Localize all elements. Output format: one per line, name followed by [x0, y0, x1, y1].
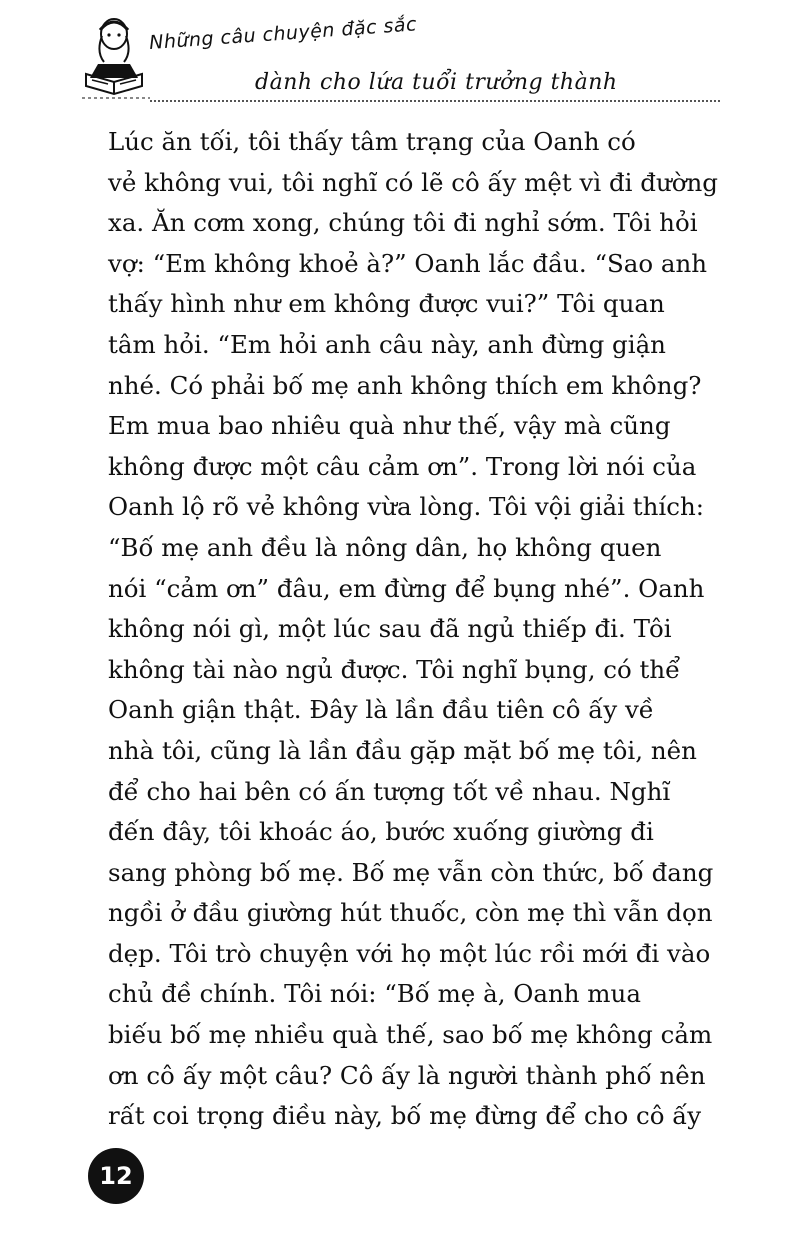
text-line: nhé. Có phải bố mẹ anh không thích em không?: [108, 370, 702, 400]
text-line: Em mua bao nhiêu quà như thế, vậy mà cũng: [108, 411, 671, 441]
text-line: thấy hình như em không được vui?” Tôi quan: [108, 289, 665, 319]
text-line: “Bố mẹ anh đều là nông dân, họ không quen: [108, 532, 662, 562]
text-line: ơn cô ấy một câu? Cô ấy là người thành phố nên: [108, 1060, 706, 1090]
text-line: nói “cảm ơn” đâu, em đừng để bụng nhé”. Oanh: [108, 573, 705, 603]
text-line: biếu bố mẹ nhiều quà thế, sao bố mẹ không cảm: [108, 1020, 713, 1050]
page-header: [0, 0, 800, 110]
text-line: Oanh lộ rõ vẻ không vừa lòng. Tôi vội giải thích:: [108, 492, 705, 522]
reading-girl-icon: [80, 12, 152, 102]
text-line: sang phòng bố mẹ. Bố mẹ vẫn còn thức, bố đang: [108, 857, 714, 887]
text-line: Oanh giận thật. Đây là lần đầu tiên cô ấy về: [108, 695, 654, 725]
text-line: Lúc ăn tối, tôi thấy tâm trạng của Oanh có: [108, 127, 636, 156]
text-line: ngồi ở đầu giường hút thuốc, còn mẹ thì vẫn dọn: [108, 898, 713, 928]
header-divider: [150, 100, 720, 102]
page-number-badge: 12: [88, 1148, 144, 1204]
text-line: không tài nào ngủ được. Tôi nghĩ bụng, có thể: [108, 654, 681, 684]
text-line: để cho hai bên có ấn tượng tốt về nhau. Nghĩ: [108, 776, 671, 806]
text-line: rất coi trọng điều này, bố mẹ đừng để cho cô ấy: [108, 1101, 702, 1131]
body-text: [108, 122, 718, 1137]
series-title-line2: dành cho lứa tuổi trưởng thành: [255, 70, 618, 95]
text-line: nhà tôi, cũng là lần đầu gặp mặt bố mẹ tôi, nên: [108, 735, 697, 765]
text-line: vợ: “Em không khoẻ à?” Oanh lắc đầu. “Sao anh: [108, 248, 708, 278]
text-line: không nói gì, một lúc sau đã ngủ thiếp đi. Tôi: [108, 614, 672, 644]
text-line: xa. Ăn cơm xong, chúng tôi đi nghỉ sớm. Tôi hỏi: [108, 208, 698, 238]
text-line: đến đây, tôi khoác áo, bước xuống giường đi: [108, 817, 654, 847]
series-title-line1: Những câu chuyện đặc sắc: [148, 13, 418, 54]
text-line: không được một câu cảm ơn”. Trong lời nói của: [108, 451, 697, 481]
text-line: vẻ không vui, tôi nghĩ có lẽ cô ấy mệt vì đi đường: [108, 167, 718, 197]
text-line: chủ đề chính. Tôi nói: “Bố mẹ à, Oanh mua: [108, 979, 641, 1009]
text-line: dẹp. Tôi trò chuyện với họ một lúc rồi mới đi vào: [108, 938, 711, 968]
text-line: tâm hỏi. “Em hỏi anh câu này, anh đừng giận: [108, 329, 666, 359]
